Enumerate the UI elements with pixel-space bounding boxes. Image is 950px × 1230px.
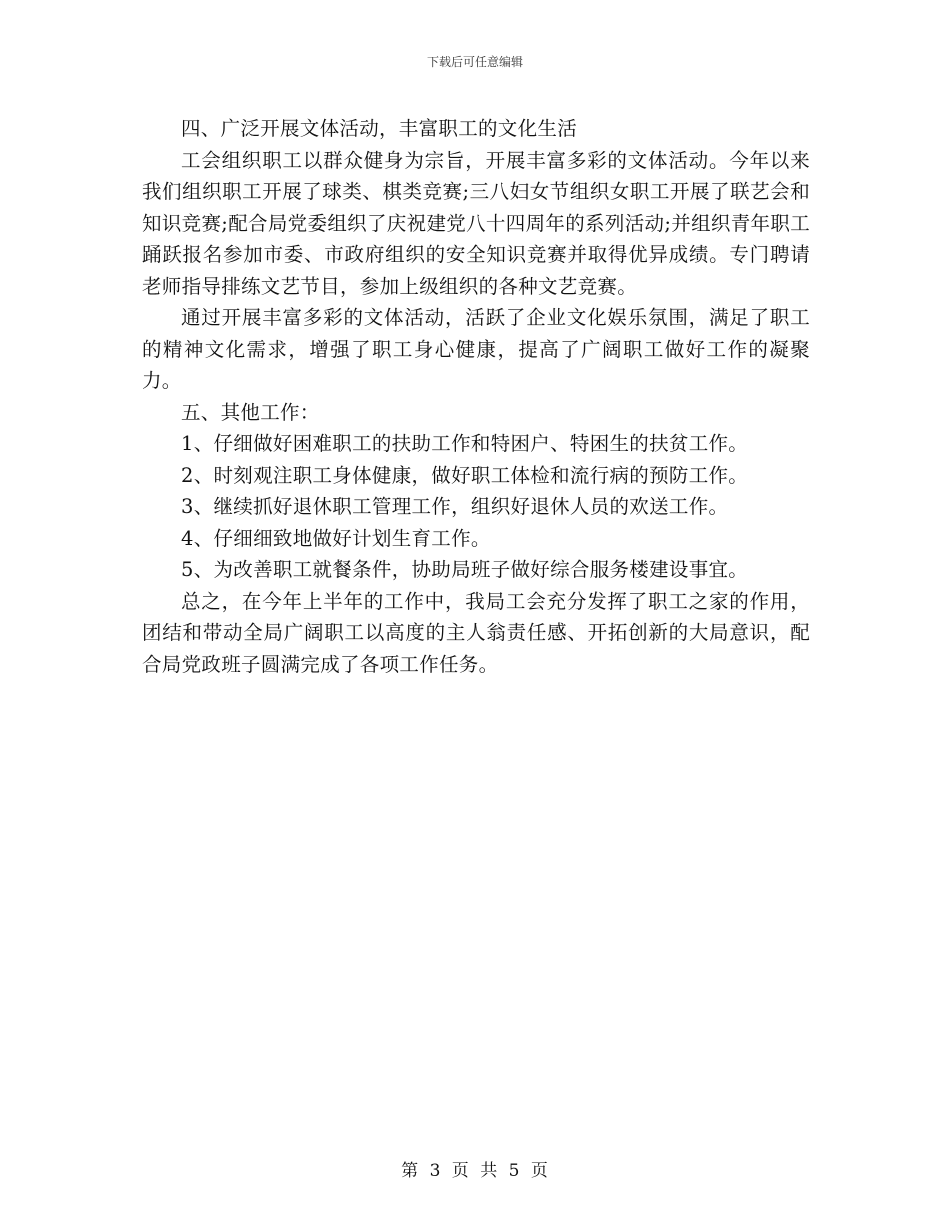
list-item: 2、时刻观注职工身体健康，做好职工体检和流行病的预防工作。 [181,463,749,487]
list-item: 4、仔细细致地做好计划生育工作。 [181,526,491,550]
document-body [142,113,810,680]
page-number: 第 3 页 共 5 页 [401,1161,549,1181]
body-paragraph: 通过开展丰富多彩的文体活动，活跃了企业文化娱乐氛围，满足了职工的精神文化需求，增强了职工身心健康，提高了广阔职工做好工作的凝聚力。 [142,306,810,392]
page-header-note: 下载后可任意编辑 [426,55,523,69]
body-paragraph: 工会组织职工以群众健身为宗旨，开展丰富多彩的文体活动。今年以来我们组织职工开展了球类、棋类竞赛;三八妇女节组织女职工开展了联艺会和知识竞赛;配合局党委组织了庆祝建党八十四周年的系列活动;并组织青年职工踊跃报名参加市委、市政府组织的安全知识竞赛并取得优异成绩。专门聘请老师指导排练文艺节目，参加上级组织的各种文艺竞赛。 [142,148,810,298]
section-heading-five: 五、其他工作： [181,400,320,424]
list-item: 3、继续抓好退休职工管理工作，组织好退休人员的欢送工作。 [181,495,729,518]
section-heading-four: 四、广泛开展文体活动，丰富职工的文化生活 [181,117,578,140]
list-item: 5、为改善职工就餐条件，协助局班子做好综合服务楼建设事宜。 [181,558,749,581]
conclusion-paragraph: 总之，在今年上半年的工作中，我局工会充分发挥了职工之家的作用，团结和带动全局广阔职工以高度的主人翁责任感、开拓创新的大局意识，配合局党政班子圆满完成了各项工作任务。 [142,589,810,676]
list-item: 1、仔细做好困难职工的扶助工作和特困户、特困生的扶贫工作。 [181,432,749,455]
